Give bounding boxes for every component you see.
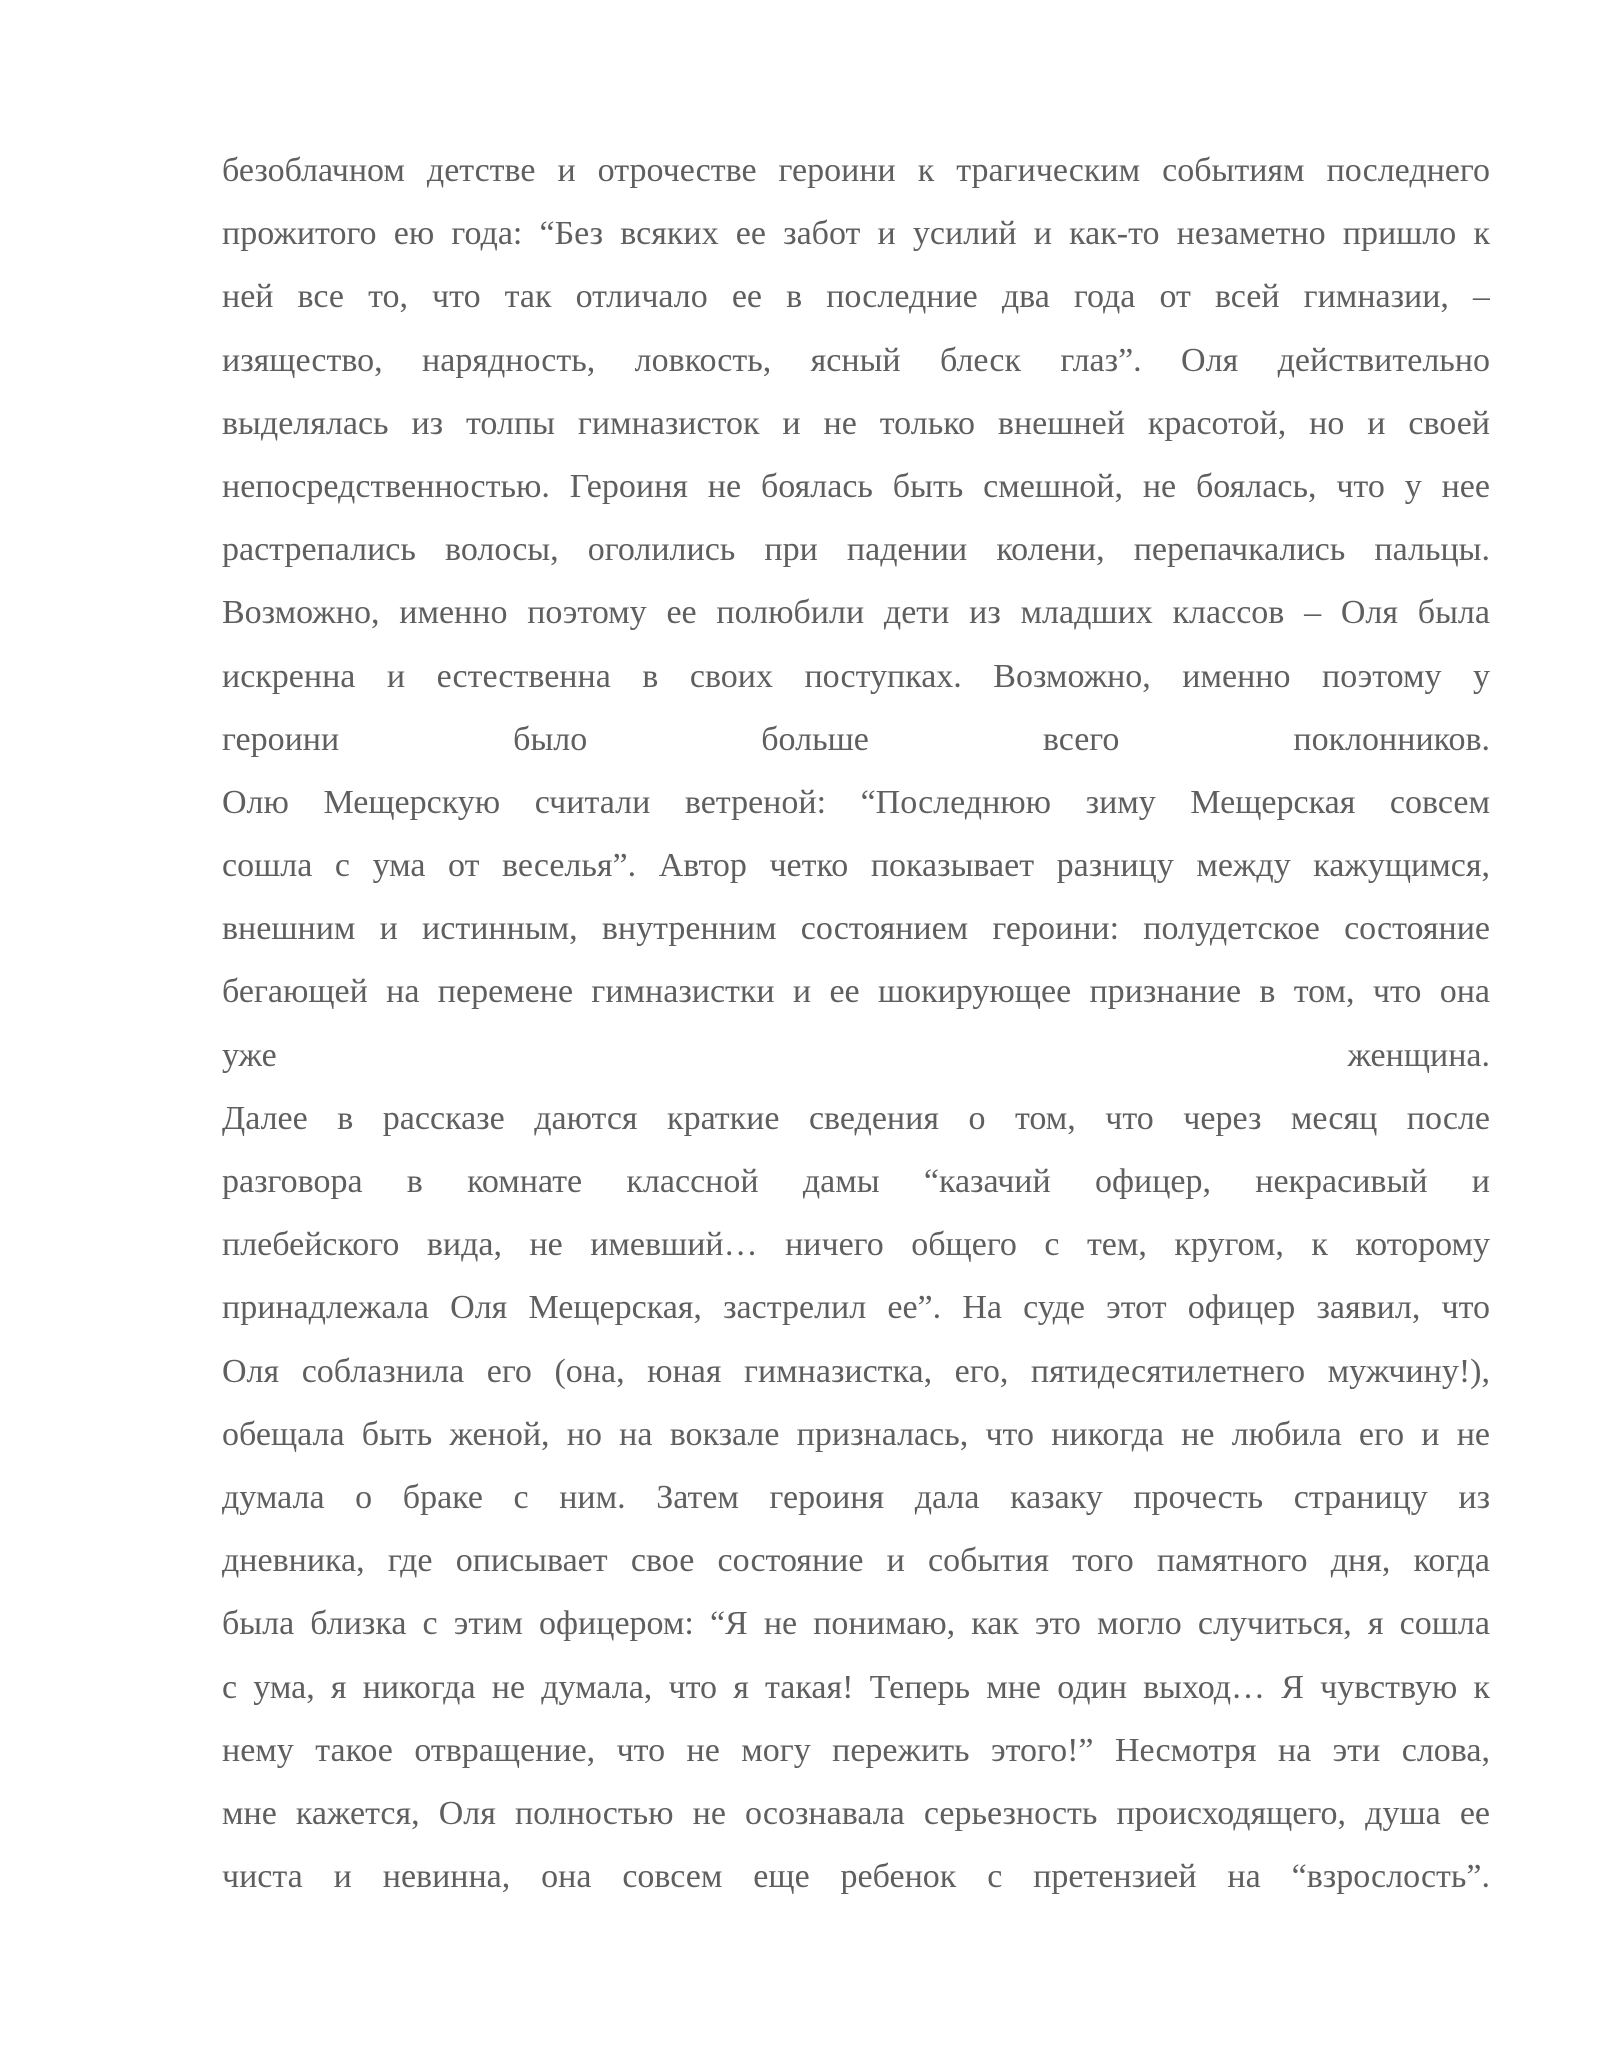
text-line: с ума, я никогда не думала, что я такая! Теперь мне один выход… Я чувствую к <box>222 1668 1490 1706</box>
text-line: нему такое отвращение, что не могу пережить этого!” Несмотря на эти слова, <box>222 1731 1490 1769</box>
text-line: сошла с ума от веселья”. Автор четко показывает разницу между кажущимся, <box>222 847 1490 885</box>
text-line: искренна и естественна в своих поступках. Возможно, именно поэтому у <box>222 657 1490 695</box>
text-line: уже женщина. <box>222 1036 1490 1074</box>
text-line: бегающей на перемене гимназистки и ее шокирующее признание в том, что она <box>222 973 1490 1011</box>
text-line: Возможно, именно поэтому ее полюбили дети из младших классов – Оля была <box>222 594 1490 632</box>
text-line: Оля соблазнила его (она, юная гимназистка, его, пятидесятилетнего мужчину!), <box>222 1352 1490 1390</box>
text-line: героини было больше всего поклонников. <box>222 720 1490 758</box>
text-line: думала о браке с ним. Затем героиня дала казаку прочесть страницу из <box>222 1478 1490 1516</box>
text-line: безоблачном детстве и отрочестве героини к трагическим событиям последнего <box>222 152 1490 189</box>
text-line: принадлежала Оля Мещерская, застрелил ее”. На суде этот офицер заявил, что <box>222 1289 1490 1327</box>
text-line: обещала быть женой, но на вокзале призналась, что никогда не любила его и не <box>222 1415 1490 1453</box>
text-line: растрепались волосы, оголились при падении колени, перепачкались пальцы. <box>222 531 1490 569</box>
text-line: Олю Мещерскую считали ветреной: “Последнюю зиму Мещерская совсем <box>222 783 1490 821</box>
body-text <box>222 139 1490 1908</box>
text-line: плебейского вида, не имевший… ничего общего с тем, кругом, к которому <box>222 1226 1490 1264</box>
text-line: была близка с этим офицером: “Я не понимаю, как это могло случиться, я сошла <box>222 1605 1490 1643</box>
text-line: прожитого ею года: “Без всяких ее забот и усилий и как-то незаметно пришло к <box>222 215 1490 253</box>
text-line: изящество, нарядность, ловкость, ясный блеск глаз”. Оля действительно <box>222 341 1490 379</box>
text-line: выделялась из толпы гимназисток и не только внешней красотой, но и своей <box>222 404 1490 442</box>
text-line: разговора в комнате классной дамы “казачий офицер, некрасивый и <box>222 1163 1490 1200</box>
text-line: непосредственностью. Героиня не боялась быть смешной, не боялась, что у нее <box>222 467 1490 505</box>
text-line: Далее в рассказе даются краткие сведения о том, что через месяц после <box>222 1099 1490 1137</box>
text-line: ней все то, что так отличало ее в последние два года от всей гимназии, – <box>222 278 1490 316</box>
text-line: чиста и невинна, она совсем еще ребенок с претензией на “взрослость”. <box>222 1858 1490 1896</box>
text-line: мне кажется, Оля полностью не осознавала серьезность происходящего, душа ее <box>222 1794 1490 1832</box>
text-line: внешним и истинным, внутренним состоянием героини: полудетское состояние <box>222 910 1490 948</box>
text-line: дневника, где описывает свое состояние и события того памятного дня, когда <box>222 1542 1490 1580</box>
